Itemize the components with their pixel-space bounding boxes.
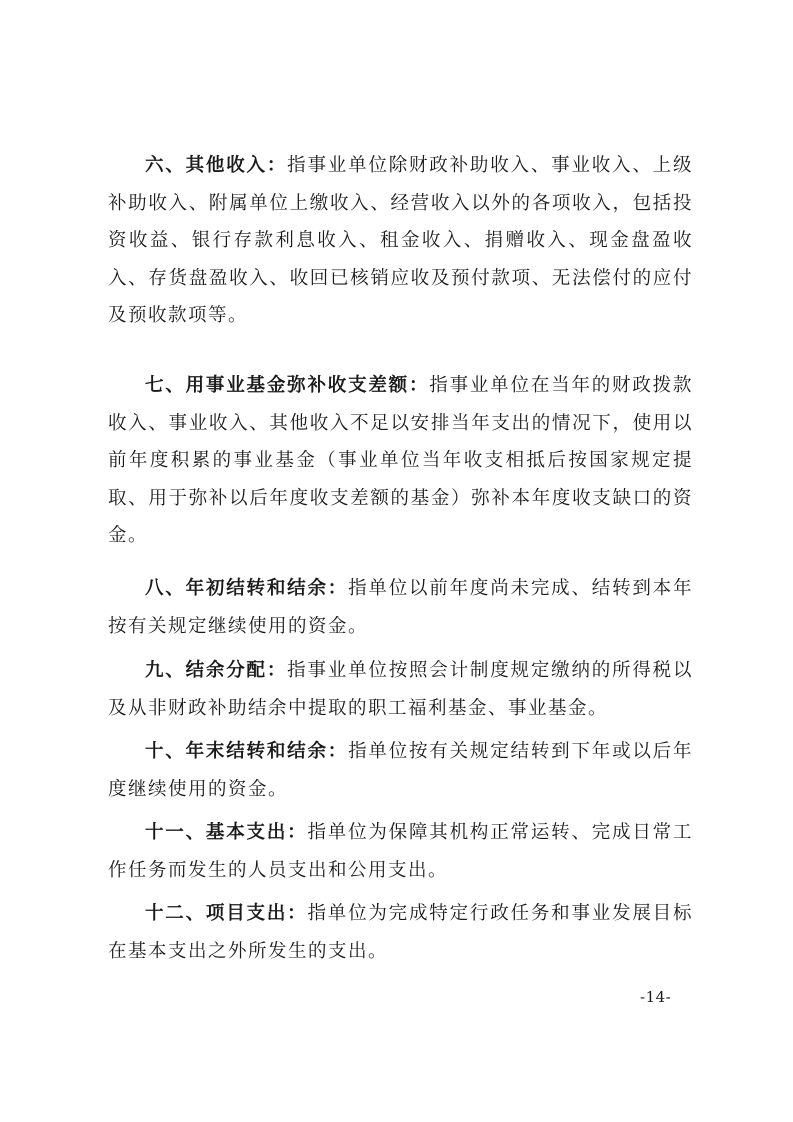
term-definition: 指事业单位在当年的财政拨款收入、事业收入、其他收入不足以安排当年支出的情况下，使用以前年度积累的事业基金（事业单位当年收支相抵后按国家规定提取、用于弥补以后年度收支差额的基金）弥补本年度收支缺口的资金。 xyxy=(108,375,693,546)
term-definition: 指事业单位除财政补助收入、事业收入、上级补助收入、附属单位上缴收入、经营收入以外的各项收入，包括投资收益、银行存款利息收入、租金收入、捐赠收入、现金盘盈收入、存货盘盈收入、收回已核销应收及预付款项、无法偿付的应付及预收款项等。 xyxy=(108,155,693,326)
term-heading: 七、用事业基金弥补收支差额： xyxy=(145,375,430,396)
term-definition: 指单位为保障其机构正常运转、完成日常工作任务而发生的人员支出和公用支出。 xyxy=(108,822,693,881)
term-definition: 指事业单位按照会计制度规定缴纳的所得税以及从非财政补助结余中提取的职工福利基金、事业基金。 xyxy=(108,660,693,719)
paragraph-project-expenditure xyxy=(108,895,693,970)
term-definition: 指单位按有关规定结转到下年或以后年度继续使用的资金。 xyxy=(108,741,693,800)
page-number: -14- xyxy=(640,988,672,1006)
term-heading: 十一、基本支出： xyxy=(145,822,308,843)
paragraph-surplus-distribution xyxy=(108,652,693,727)
paragraph-fund-offset xyxy=(108,367,693,555)
term-heading: 六、其他收入： xyxy=(145,155,288,176)
term-heading: 十、年末结转和结余： xyxy=(145,741,349,762)
term-definition: 指单位以前年度尚未完成、结转到本年按有关规定继续使用的资金。 xyxy=(108,578,693,637)
term-definition: 指单位为完成特定行政任务和事业发展目标在基本支出之外所发生的支出。 xyxy=(108,903,693,962)
term-heading: 八、年初结转和结余： xyxy=(145,578,349,599)
paragraph-other-income xyxy=(108,147,693,335)
term-heading: 九、结余分配： xyxy=(145,660,288,681)
paragraph-closing-balance xyxy=(108,733,693,808)
term-heading: 十二、项目支出： xyxy=(145,903,308,924)
paragraph-opening-balance xyxy=(108,570,693,645)
paragraph-basic-expenditure xyxy=(108,814,693,889)
